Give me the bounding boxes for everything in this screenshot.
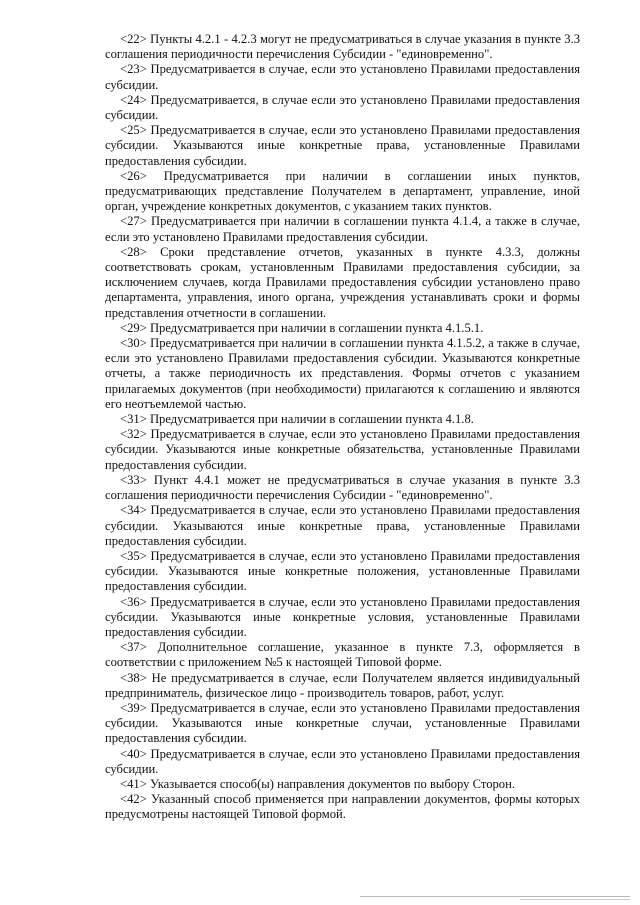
footnote-24: <24> Предусматривается, в случае если это установлено Правилами предоставления субсидии. <box>105 92 580 123</box>
footnote-29: <29> Предусматривается при наличии в соглашении пункта 4.1.5.1. <box>120 320 484 335</box>
footnote-22: <22> Пункты 4.2.1 - 4.2.3 могут не предусматриваться в случае указания в пункте 3.3 соглашения периодичности перечисления Субсидии - "единовременно". <box>105 32 580 62</box>
footnote-33: <33> Пункт 4.4.1 может не предусматриваться в случае указания в пункте 3.3 соглашения периодичности перечисления Субсидии - "единовременно". <box>105 472 580 503</box>
footnote-37: <37> Дополнительное соглашение, указанное в пункте 7.3, оформляется в соответствии с приложением №5 к настоящей Типовой форме. <box>105 640 580 670</box>
footnote-27: <27> Предусматривается при наличии в соглашении пункта 4.1.4, а также в случае, если это установлено Правилами предоставления субсидии. <box>105 214 580 244</box>
footnote-35: <35> Предусматривается в случае, если это установлено Правилами предоставления субсидии. Указываются иные конкретные положения, установленные Правилами предоставления субсидии. <box>105 548 580 594</box>
footnote-25: <25> Предусматривается в случае, если это установлено Правилами предоставления субсидии. Указываются иные конкретные права, установленные Правилами предоставления субсидии. <box>105 123 580 168</box>
footnote-39: <39> Предусматривается в случае, если это установлено Правилами предоставления субсидии. Указываются иные конкретные случаи, установленные Правилами предоставления субсидии. <box>105 700 580 746</box>
footnote-41: <41> Указывается способ(ы) направления документов по выбору Сторон. <box>120 776 515 791</box>
footnote-30: <30> Предусматривается при наличии в соглашении пункта 4.1.5.2, а также в случае, если это установлено Правилами предоставления субсидии. Указываются конкретные отчеты, а также периодичность их представления. Формы отчетов с указанием прилагаемых документов (при необходимости) прилагаются к соглашению и являются его неотъемлемой частью. <box>105 336 580 411</box>
footnote-42: <42> Указанный способ применяется при направлении документов, формы которых предусмотрены настоящей Типовой формой. <box>105 792 580 822</box>
footnote-31: <31> Предусматривается при наличии в соглашении пункта 4.1.8. <box>120 412 474 427</box>
footnote-34: <34> Предусматривается в случае, если это установлено Правилами предоставления субсидии. Указываются иные конкретные права, установленные Правилами предоставления субсидии. <box>105 503 580 548</box>
footnote-38: <38> Не предусматривается в случае, если Получателем является индивидуальный предприниматель, физическое лицо - производитель товаров, работ, услуг. <box>105 670 580 700</box>
footer-divider <box>360 896 630 897</box>
footnote-23: <23> Предусматривается в случае, если это установлено Правилами предоставления субсидии. <box>105 62 580 92</box>
footer-divider-secondary <box>520 899 630 900</box>
footnote-36: <36> Предусматривается в случае, если это установлено Правилами предоставления субсидии. Указываются иные конкретные условия, установленные Правилами предоставления субсидии. <box>105 594 580 639</box>
footnote-28: <28> Сроки представление отчетов, указанных в пункте 4.3.3, должны соответствовать срокам, установленным Правилами предоставления субсидии, за исключением случаев, когда Правилами предоставления субсидии установлено право департамента, управления, иного органа, учреждения устанавливать сроки и формы представления отчетности в соглашении. <box>105 244 580 320</box>
footnotes-section <box>105 32 580 823</box>
footnote-26: <26> Предусматривается при наличии в соглашении иных пунктов, предусматривающих представление Получателем в департамент, управление, иной орган, учреждение конкретных документов, с указанием таких пунктов. <box>105 168 580 214</box>
footnote-32: <32> Предусматривается в случае, если это установлено Правилами предоставления субсидии. Указываются иные конкретные обязательства, установленные Правилами предоставления субсидии. <box>105 427 580 472</box>
footnote-40: <40> Предусматривается в случае, если это установлено Правилами предоставления субсидии. <box>105 746 580 776</box>
